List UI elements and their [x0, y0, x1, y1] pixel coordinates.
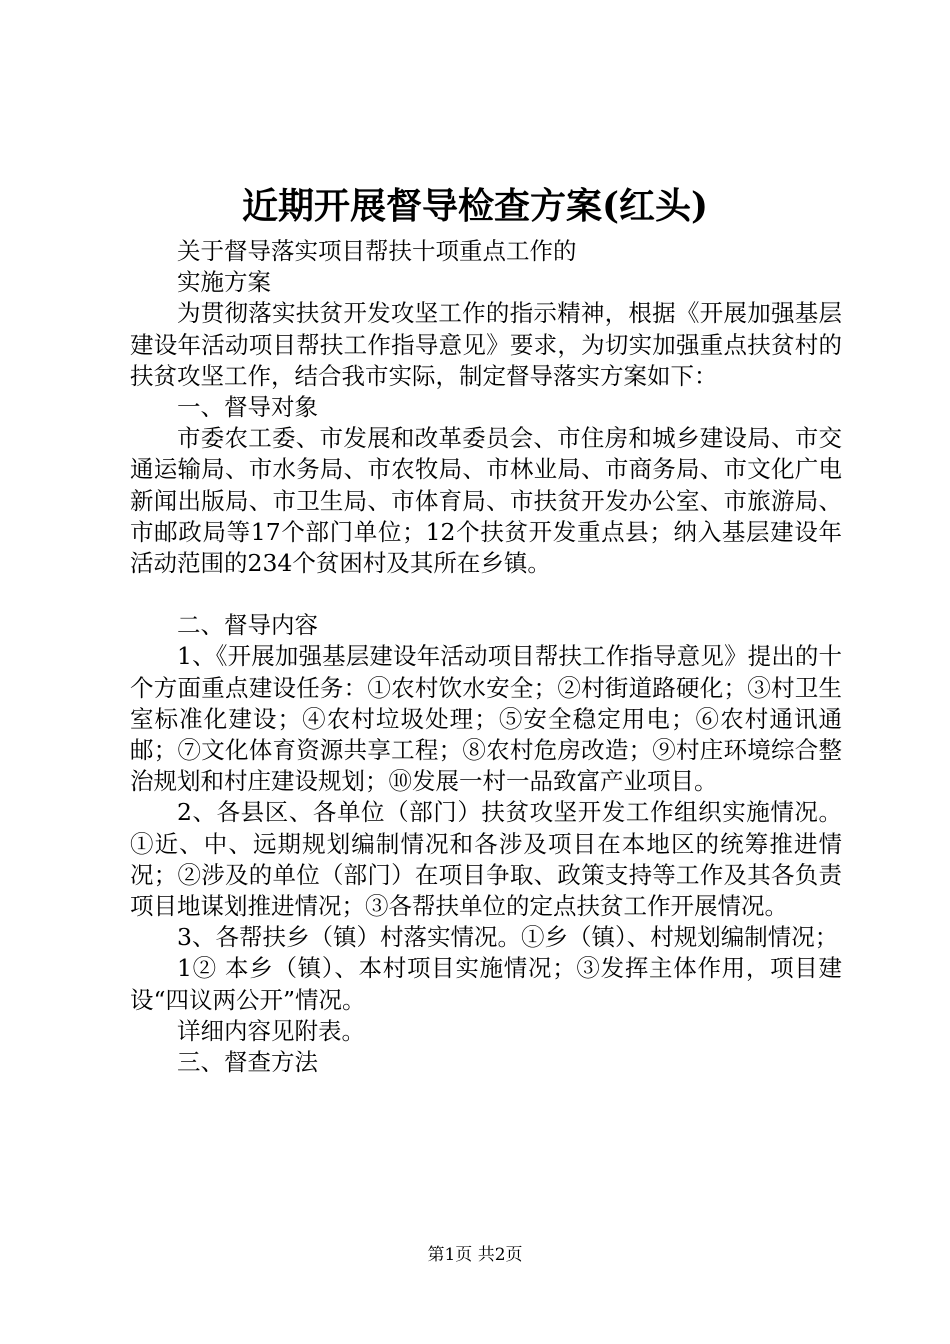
section-heading-1: 一、督导对象 — [177, 393, 318, 422]
subtitle-line-2: 实施方案 — [177, 268, 271, 297]
section-heading-3: 三、督查方法 — [177, 1048, 318, 1077]
content-item-3: 3、各帮扶乡（镇）村落实情况。①乡（镇）、村规划编制情况； — [177, 923, 839, 952]
section-heading-2: 二、督导内容 — [177, 611, 318, 640]
content-item-3-continued: 1② 本乡（镇）、本村项目实施情况；③发挥主体作用，项目建设“四议两公开”情况。 — [130, 954, 842, 1014]
document-title: 近期开展督导检查方案(红头) — [241, 185, 709, 227]
content-item-1: 1、《开展加强基层建设年活动项目帮扶工作指导意见》提出的十个方面重点建设任务：①农村饮水安全；②村街道路硬化；③村卫生室标准化建设；④农村垃圾处理；⑤安全稳定用电；⑥农村通讯通邮；⑦文化体育资源共享工程；⑧农村危房改造；⑨村庄环境综合整治规划和村庄建设规划；⑩发展一村一品致富产业项目。 — [130, 642, 842, 796]
page-number-footer: 第1页 共2页 — [427, 1245, 523, 1265]
appendix-note: 详细内容见附表。 — [177, 1016, 365, 1045]
subtitle-line-1: 关于督导落实项目帮扶十项重点工作的 — [177, 237, 577, 265]
intro-paragraph: 为贯彻落实扶贫开发攻坚工作的指示精神，根据《开展加强基层建设年活动项目帮扶工作指导意见》要求，为切实加强重点扶贫村的扶贫攻坚工作，结合我市实际，制定督导落实方案如下： — [130, 299, 842, 390]
document-body — [130, 236, 842, 1078]
supervision-targets-paragraph: 市委农工委、市发展和改革委员会、市住房和城乡建设局、市交通运输局、市水务局、市农牧局、市林业局、市商务局、市文化广电新闻出版局、市卫生局、市体育局、市扶贫开发办公室、市旅游局、市邮政局等17个部门单位；12个扶贫开发重点县；纳入基层建设年活动范围的234个贫困村及其所在乡镇。 — [130, 424, 842, 578]
content-item-2: 2、各县区、各单位（部门）扶贫攻坚开发工作组织实施情况。①近、中、远期规划编制情况和各涉及项目在本地区的统筹推进情况；②涉及的单位（部门）在项目争取、政策支持等工作及其各负责项目地谋划推进情况；③各帮扶单位的定点扶贫工作开展情况。 — [130, 798, 842, 921]
